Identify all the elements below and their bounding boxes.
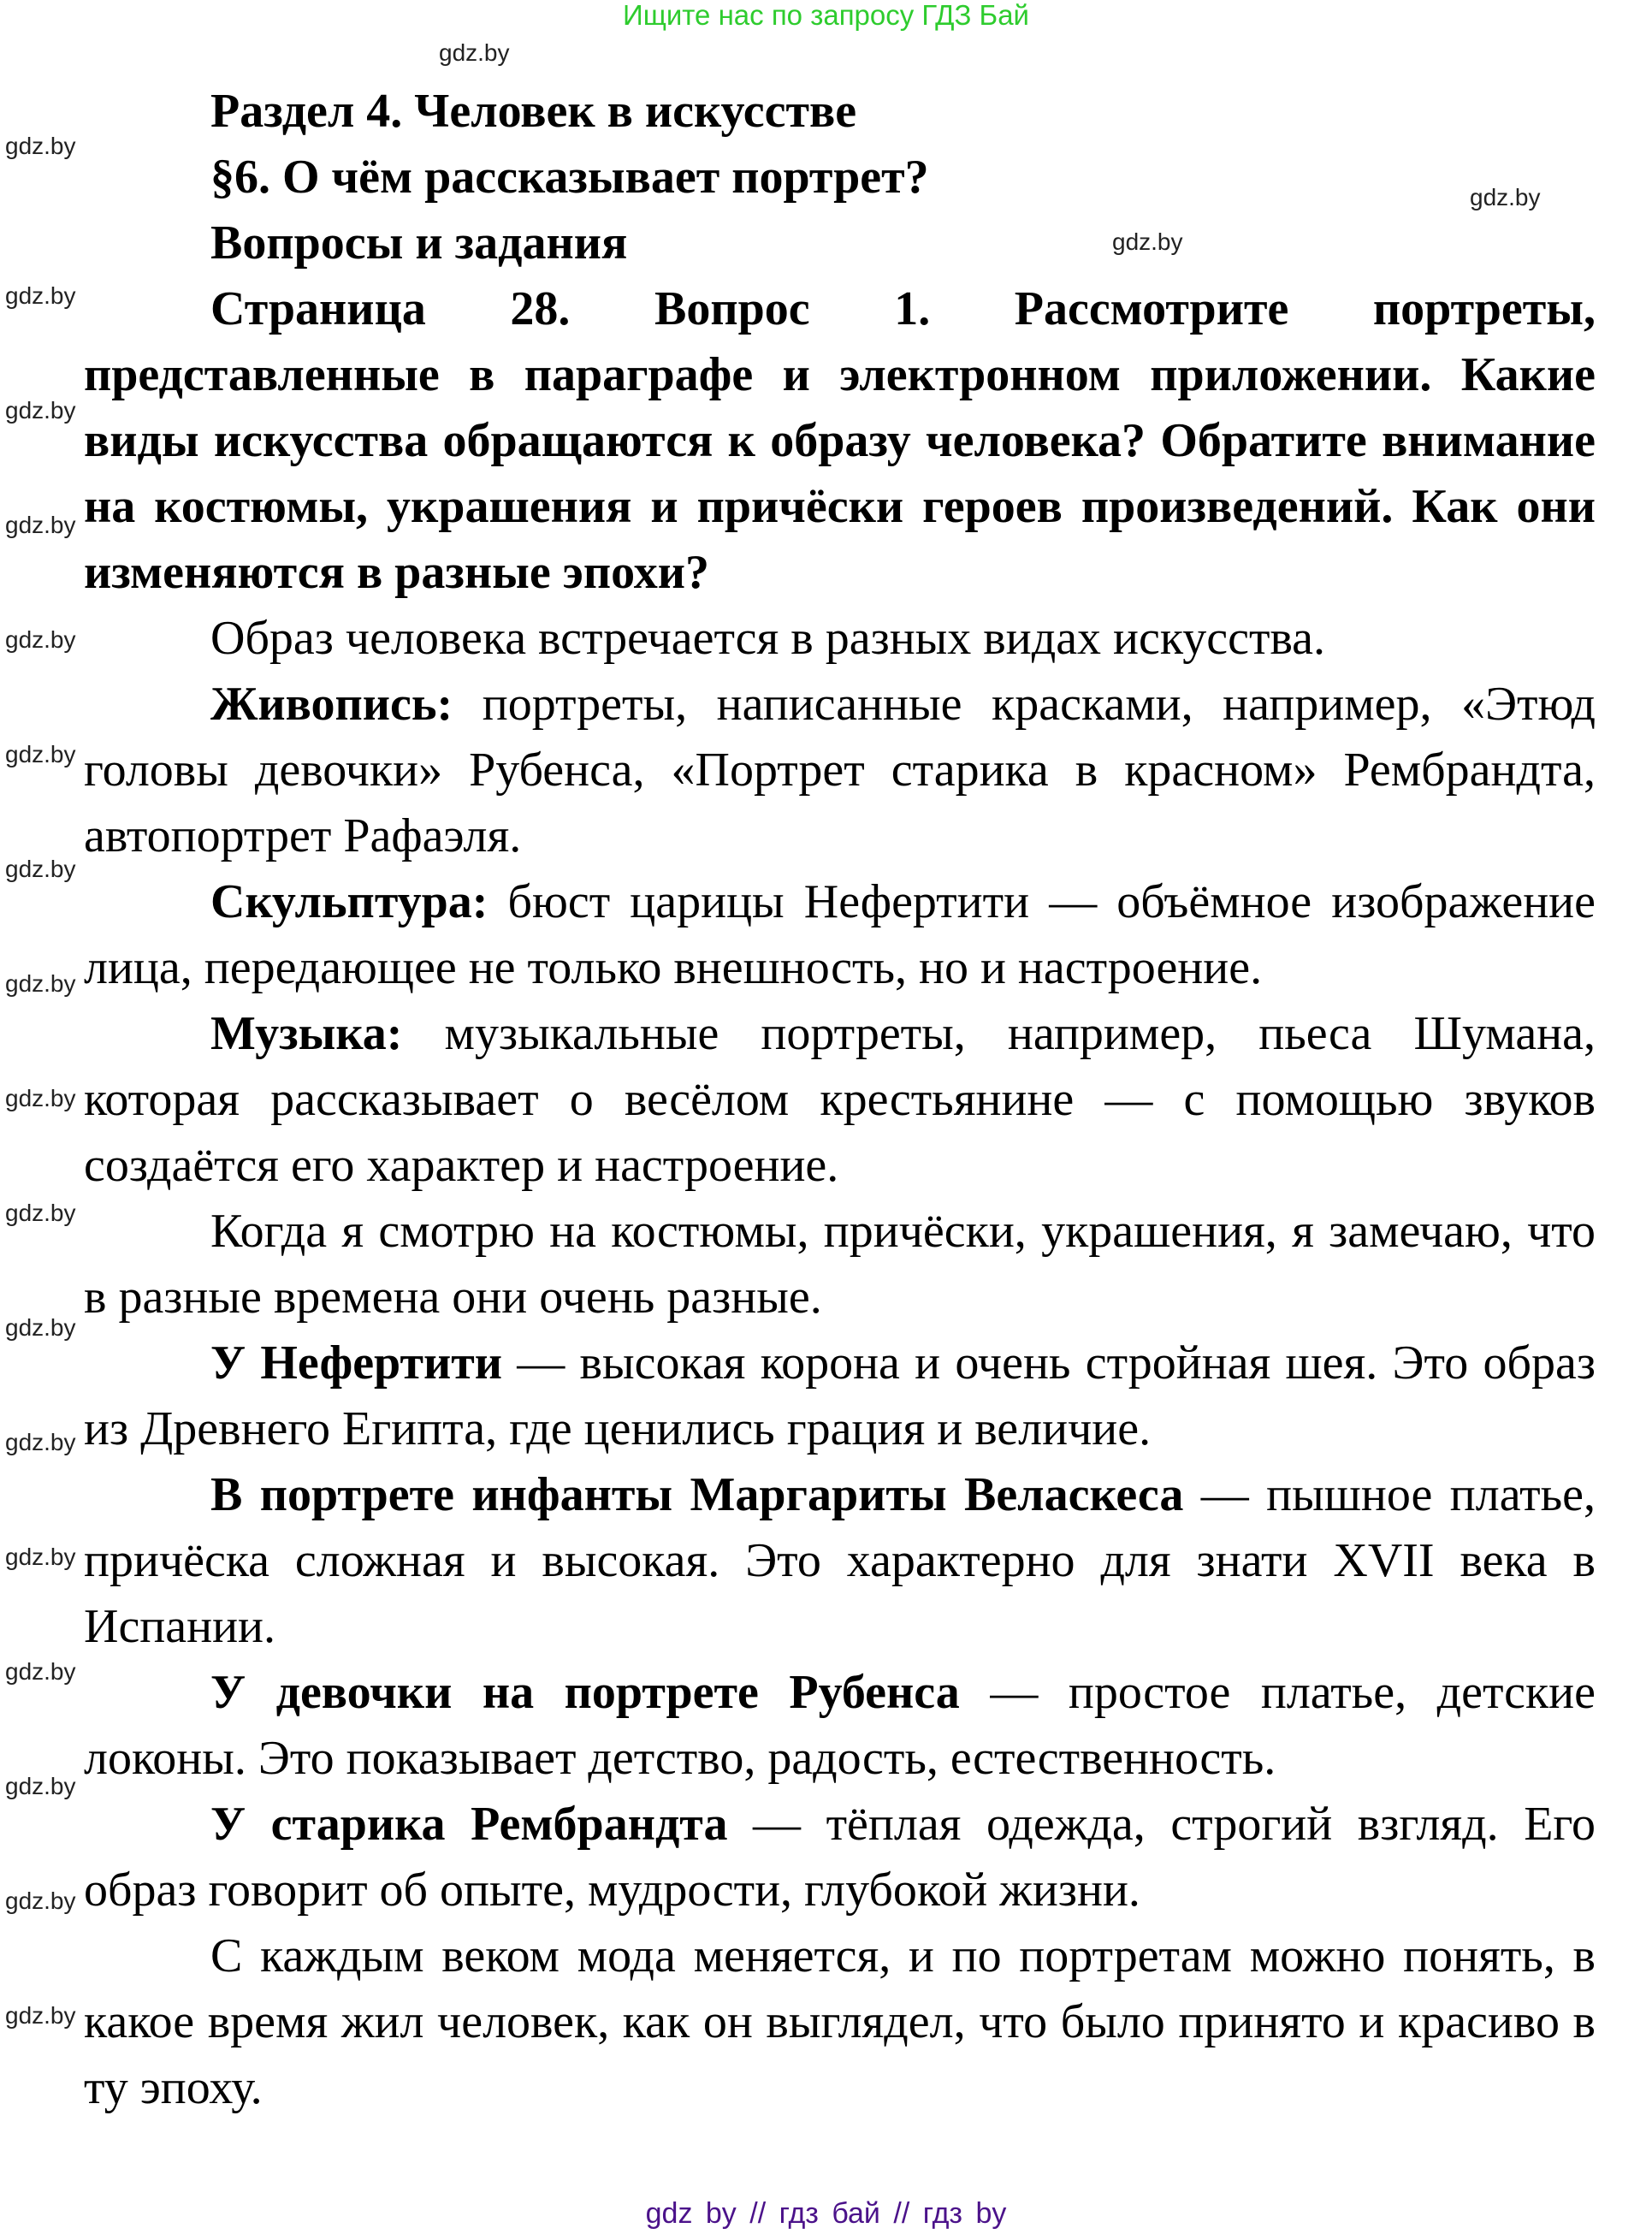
- answer-paragraph: [84, 672, 1596, 869]
- answer-lead: У Нефертити: [210, 1336, 503, 1390]
- watermark: gdz.by: [5, 1887, 76, 1914]
- document-body: [84, 79, 1596, 2121]
- answer-paragraph: [84, 1330, 1596, 1462]
- watermark: gdz.by: [5, 1544, 76, 1570]
- watermark: gdz.by: [5, 741, 76, 767]
- answer-text: [84, 606, 1596, 2121]
- watermark: gdz.by: [5, 133, 76, 159]
- answer-paragraph: [84, 606, 1596, 672]
- answer-lead: У старика Рембрандта: [210, 1798, 728, 1851]
- watermark: gdz.by: [5, 2002, 76, 2029]
- watermark: gdz.by: [5, 626, 76, 653]
- answer-body: портреты, написанные красками, например, «Этюд головы девочки» Рубенса, «Портрет старика в красном» Рембрандта, автопортрет Рафаэля.: [84, 678, 1596, 862]
- answer-body: — простое платье, детские локоны. Это показывает детство, радость, естественность.: [84, 1666, 1596, 1785]
- answer-lead: У девочки на портрете Рубенса: [210, 1666, 960, 1719]
- watermark: gdz.by: [5, 1314, 76, 1341]
- question-text: Страница 28. Вопрос 1. Рассмотрите портреты, представленные в параграфе и электронном приложении. Какие виды искусства обращаются к образу человека? Обратите внимание на костюмы, украшения и причёски героев произведений. Как они изменяются в разные эпохи?: [84, 282, 1596, 599]
- answer-paragraph: [84, 1923, 1596, 2121]
- answer-lead: Живопись:: [210, 678, 453, 731]
- answer-paragraph: [84, 869, 1596, 1001]
- answer-body: — тёплая одежда, строгий взгляд. Его образ говорит об опыте, мудрости, глубокой жизни.: [84, 1798, 1596, 1917]
- answer-lead: В портрете инфанты Маргариты Веласкеса: [210, 1468, 1184, 1521]
- answer-body: — высокая корона и очень стройная шея. Это образ из Древнего Египта, где ценились грация и величие.: [84, 1336, 1596, 1455]
- answer-body: бюст царицы Нефертити — объёмное изображение лица, передающее не только внешность, но и настроение.: [84, 875, 1596, 994]
- watermark: gdz.by: [5, 1085, 76, 1111]
- answer-paragraph: [84, 1660, 1596, 1792]
- answer-body: — пышное платье, причёска сложная и высокая. Это характерно для знати XVII века в Испании.: [84, 1468, 1596, 1653]
- answer-paragraph: [84, 1199, 1596, 1330]
- answer-paragraph: [84, 1462, 1596, 1660]
- watermark: gdz.by: [5, 1200, 76, 1226]
- watermark: gdz.by: [439, 39, 510, 66]
- answer-body: Когда я смотрю на костюмы, причёски, украшения, я замечаю, что в разные времена они очень разные.: [84, 1205, 1596, 1324]
- answer-paragraph: [84, 1792, 1596, 1923]
- watermark: gdz.by: [5, 512, 76, 538]
- watermark: gdz.by: [5, 397, 76, 424]
- watermark: gdz.by: [5, 1773, 76, 1799]
- answer-body: Образ человека встречается в разных видах искусства.: [210, 612, 1326, 665]
- answer-lead: Скульптура:: [210, 875, 488, 928]
- watermark: gdz.by: [5, 282, 76, 309]
- answer-body: музыкальные портреты, например, пьеса Шумана, которая рассказывает о весёлом крестьянине — с помощью звуков создаётся его характер и настроение.: [84, 1007, 1596, 1192]
- watermark: gdz.by: [1470, 184, 1541, 210]
- answer-lead: Музыка:: [210, 1007, 403, 1060]
- watermark: gdz.by: [5, 856, 76, 882]
- questions-heading: Вопросы и задания: [210, 216, 628, 270]
- watermark: gdz.by: [5, 1429, 76, 1455]
- section-heading: Раздел 4. Человек в искусстве: [210, 85, 857, 138]
- footer-links[interactable]: gdz by // гдз бай // гдз by: [645, 2197, 1007, 2230]
- search-banner[interactable]: Ищите нас по запросу ГДЗ Бай: [623, 0, 1029, 31]
- watermark: gdz.by: [5, 970, 76, 997]
- watermark: gdz.by: [1112, 228, 1183, 255]
- answer-body: С каждым веком мода меняется, и по портретам можно понять, в какое время жил человек, как он выглядел, что было принято и красиво в ту эпоху.: [84, 1929, 1596, 2114]
- answer-paragraph: [84, 1001, 1596, 1199]
- watermark: gdz.by: [5, 1658, 76, 1685]
- paragraph-heading: §6. О чём рассказывает портрет?: [210, 151, 929, 204]
